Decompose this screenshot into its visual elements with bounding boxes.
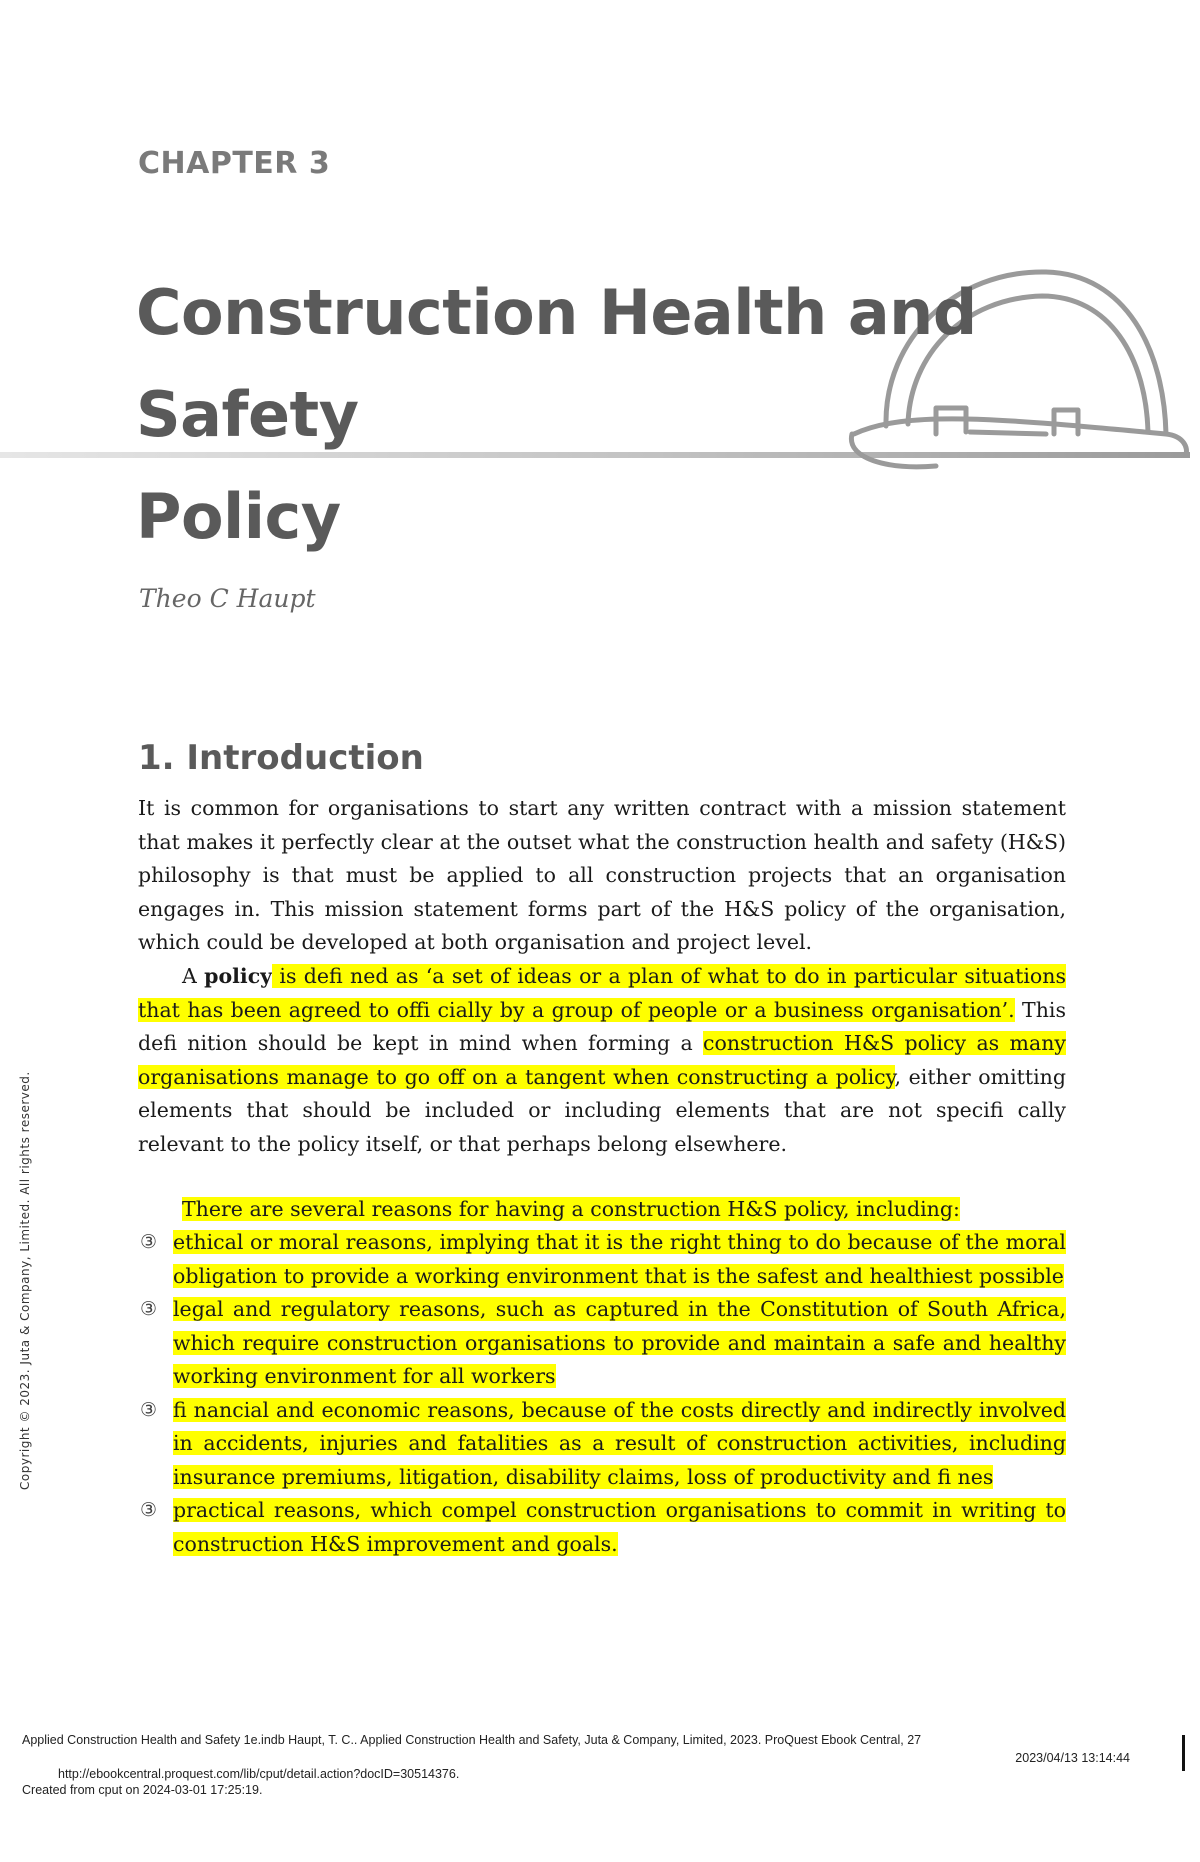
text-cursor [1182, 1735, 1185, 1771]
list-item [138, 1293, 1066, 1394]
copyright-notice: Copyright © 2023. Juta & Company, Limited. All rights reserved. [18, 1071, 32, 1490]
author-name: Theo C Haupt [139, 584, 316, 613]
footer-citation: Applied Construction Health and Safety 1e.indb Haupt, T. C.. Applied Construction Health and Safety, Juta & Company, Limited, 2023. ProQuest Ebook Central, 27 [22, 1733, 922, 1747]
circled-3-icon: ③ [140, 1499, 158, 1521]
list-item [138, 1226, 1066, 1293]
circled-3-icon: ③ [140, 1298, 158, 1320]
policy-lead: A [182, 964, 205, 988]
chapter-title-line-3: Policy [136, 480, 341, 553]
list-item-text: legal and regulatory reasons, such as captured in the Constitution of South Africa, which require construction organisations to provide and maintain a safe and healthy working environment for all workers [173, 1297, 1066, 1388]
policy-tangent-highlight: construction H&S policy as many organisations manage to go off on a tangent when constructing a policy [138, 1031, 1066, 1089]
reasons-intro [138, 1193, 1066, 1227]
policy-term: policy [204, 964, 273, 988]
policy-mid-text: This defi nition should be kept in mind when forming a [138, 997, 1066, 1055]
policy-end-text: , either omitting elements that should be included or including elements that are not specifi cally relevant to the policy itself, or that perhaps belong elsewhere. [138, 1064, 1066, 1156]
policy-definition-paragraph [138, 960, 1066, 1161]
footer-created: Created from cput on 2024-03-01 17:25:19. [22, 1783, 263, 1797]
list-item-text: practical reasons, which compel construction organisations to commit in writing to construction H&S improvement and goals. [173, 1498, 1066, 1556]
list-item-text: fi nancial and economic reasons, because of the costs directly and indirectly involved in accidents, injuries and fatalities as a result of construction activities, including insurance premiums, litigation, disability claims, loss of productivity and fi nes [173, 1397, 1066, 1489]
list-item [138, 1494, 1066, 1561]
section-heading: 1. Introduction [138, 738, 424, 778]
footer-timestamp: 2023/04/13 13:14:44 [1015, 1751, 1130, 1765]
policy-definition-highlight: is defi ned as ‘a set of ideas or a plan of what to do in particular situations that has been agreed to offi cially by a group of people or a business organisation’. [138, 964, 1066, 1022]
reasons-list [138, 1226, 1066, 1561]
circled-3-icon: ③ [140, 1398, 158, 1421]
intro-paragraph: It is common for organisations to start any written contract with a mission statement that makes it perfectly clear at the outset what the construction health and safety (H&S) philosophy is that must be applied to all construction projects that an organisation engages in. This mission statement forms part of the H&S policy of the organisation, which could be developed at both organisation and project level. [138, 796, 1066, 954]
chapter-title-line-2: Safety [136, 378, 359, 451]
reasons-intro-highlight: There are several reasons for having a construction H&S policy, including: [182, 1197, 960, 1221]
footer-url: http://ebookcentral.proquest.com/lib/cput/detail.action?docID=30514376. [58, 1767, 460, 1781]
chapter-label: CHAPTER 3 [138, 146, 331, 181]
circled-3-icon: ③ [140, 1231, 158, 1253]
list-item-text: ethical or moral reasons, implying that it is the right thing to do because of the moral obligation to provide a working environment that is the safest and healthiest possible [173, 1230, 1066, 1288]
list-item [138, 1394, 1066, 1495]
chapter-title-line-1: Construction Health and [136, 276, 977, 349]
